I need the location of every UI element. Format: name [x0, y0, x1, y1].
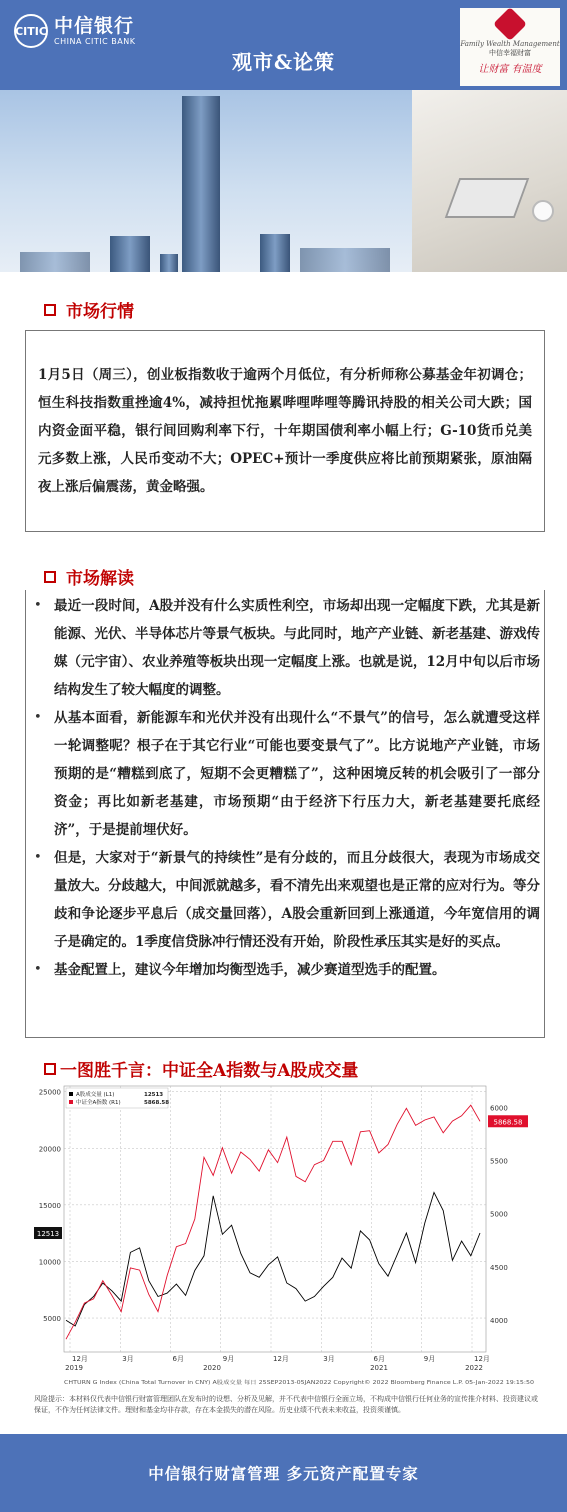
list-item: • 但是，大家对于“新景气的持续性”是有分歧的，而且分歧很大，表现为市场成交量放大。分歧越大，中间派就越多，看不清先出来观望也是正常的应对行为。等分歧和争论逐步平息后（成交量回落），A股会重新回到上涨通道，今年宽信用的调子是确定的。1季度信贷脉冲行情还没有开始，阶段性承压其实是好的买点。 — [34, 844, 540, 956]
bank-name-en: CHINA CITIC BANK — [54, 37, 136, 46]
y-left-tick-label: 10000 — [38, 1258, 61, 1267]
market-overview-heading: 市场行情 — [44, 297, 134, 322]
market-overview-box — [25, 330, 545, 532]
x-tick-label: 9月 — [222, 1355, 235, 1363]
y-left-tick-label: 15000 — [38, 1201, 61, 1210]
x-tick-label: 3月 — [122, 1355, 134, 1363]
bank-logo — [14, 14, 135, 48]
x-tick-label: 12月 — [474, 1355, 490, 1363]
plot-area — [64, 1086, 486, 1352]
y-right-tick-label: 5500 — [490, 1157, 508, 1166]
bullet-dot-icon: • — [34, 850, 42, 865]
wealth-brand-script: Family Wealth Management — [460, 40, 560, 48]
chart-heading: 一图胜千言：中证全A指数与A股成交量 — [44, 1056, 358, 1081]
bullet-dot-icon: • — [34, 710, 42, 725]
square-bullet-icon — [44, 304, 56, 316]
citic-logo-icon: CITIC — [14, 14, 48, 48]
office-photo — [412, 90, 567, 272]
index-volume-chart — [34, 1082, 544, 1387]
x-year-label: 2020 — [203, 1364, 221, 1372]
market-analysis-heading: 市场解读 — [44, 564, 134, 589]
x-tick-label: 3月 — [323, 1355, 335, 1363]
wealth-slogan: 让财富 有温度 — [478, 64, 542, 75]
list-item: • 从基本面看，新能源车和光伏并没有出现什么“不景气”的信号，怎么就遭受这样一轮调整呢？根子在于其它行业“可能也要变景气了”。比方说地产产业链，市场预期的是“糟糕到底了，短期不会更糟糕了”，这种困境反转的机会吸引了一部分资金；再比如新老基建，市场预期“由于经济下行压力大，新老基建要托底经济”，于是提前埋伏好。 — [34, 704, 540, 844]
y-right-tick-label: 6000 — [490, 1104, 508, 1113]
wealth-brand-logo — [460, 8, 560, 86]
list-item: • 最近一段时间，A股并没有什么实质性利空，市场却出现一定幅度下跌，尤其是新能源、光伏、半导体芯片等景气板块。与此同时，地产产业链、新老基建、游戏传媒（元宇宙）、农业养殖等板块出现一定幅度上涨。也就是说，12月中旬以后市场结构发生了较大幅度的调整。 — [34, 592, 540, 704]
x-tick-label: 6月 — [172, 1355, 184, 1363]
bullet-dot-icon: • — [34, 598, 42, 613]
legend-swatch — [69, 1100, 73, 1104]
square-bullet-icon — [44, 571, 56, 583]
legend-label: 中证全A指数 (R1) — [76, 1100, 121, 1106]
left-value-marker-label: 12513 — [36, 1230, 60, 1239]
market-analysis-box — [25, 590, 545, 1038]
legend-label: A股成交量 (L1) — [76, 1092, 115, 1098]
right-value-marker-label: 5868.58 — [493, 1118, 523, 1127]
x-year-label: 2019 — [65, 1364, 83, 1372]
y-right-tick-label: 5000 — [490, 1210, 508, 1219]
x-tick-label: 6月 — [373, 1355, 385, 1363]
risk-disclaimer: 风险提示：本材料仅代表中信银行财富管理团队在发布时的设想、分析及见解，并不代表中信银行全面立场，不构成中信银行任何业务的宣传推介材料、投资建议或保证，不作为任何法律文件。理财和基金均非存款，存在本金损失的潜在风险。历史业绩不代表未来收益，投资须谨慎。 — [34, 1395, 538, 1414]
x-tick-label: 12月 — [273, 1355, 289, 1363]
y-left-tick-label: 25000 — [38, 1088, 61, 1097]
x-year-label: 2021 — [370, 1364, 388, 1372]
x-tick-label: 9月 — [423, 1355, 436, 1363]
y-left-tick-label: 5000 — [43, 1315, 61, 1324]
chinese-knot-icon — [493, 7, 527, 41]
legend-swatch — [69, 1092, 73, 1096]
y-left-tick-label: 20000 — [38, 1145, 61, 1154]
footer-slogan: 中信银行财富管理 多元资产配置专家 — [148, 1464, 419, 1483]
x-year-label: 2022 — [465, 1364, 483, 1372]
y-right-tick-label: 4500 — [490, 1263, 508, 1272]
bullet-dot-icon: • — [34, 962, 42, 977]
x-tick-label: 12月 — [72, 1355, 88, 1363]
footer-bar — [0, 1434, 567, 1512]
header-bar — [0, 0, 567, 90]
coffee-cup-icon — [532, 200, 554, 222]
y-right-tick-label: 4000 — [490, 1317, 508, 1326]
legend-value: 12513 — [144, 1092, 164, 1098]
square-bullet-icon — [44, 1063, 56, 1075]
chart-container — [34, 1082, 544, 1387]
market-overview-text: 1月5日（周三），创业板指数收于逾两个月低位，有分析师称公募基金年初调仓；恒生科技指数重挫逾4%，减持担忧拖累哔哩哔哩等腾讯持股的相关公司大跌；国内资金面平稳，银行间回购利率下行，十年期国债利率小幅上行；G-10货币兑美元多数上涨，人民币变动不大；OPEC+预计一季度供应将比前预期紧张，原油隔夜上涨后偏震荡，黄金略强。 — [38, 367, 532, 495]
page-title: 观市&论策 — [231, 50, 336, 74]
laptop-icon — [445, 178, 530, 218]
wealth-brand-cn: 中信幸福财富 — [489, 49, 531, 57]
chart-source-line: CHTURN G Index (China Total Turnover in CNY) A股成交量 每日 25SEP2013-05JAN2022 Copyright© 2022 Bloomberg Finance L.P. 05-Jan-2022 19:15:50 — [64, 1380, 438, 1386]
list-item: • 基金配置上，建议今年增加均衡型选手，减少赛道型选手的配置。 — [34, 956, 540, 984]
legend-value: 5868.58 — [144, 1100, 170, 1106]
bank-name-cn: 中信银行 — [54, 15, 135, 37]
